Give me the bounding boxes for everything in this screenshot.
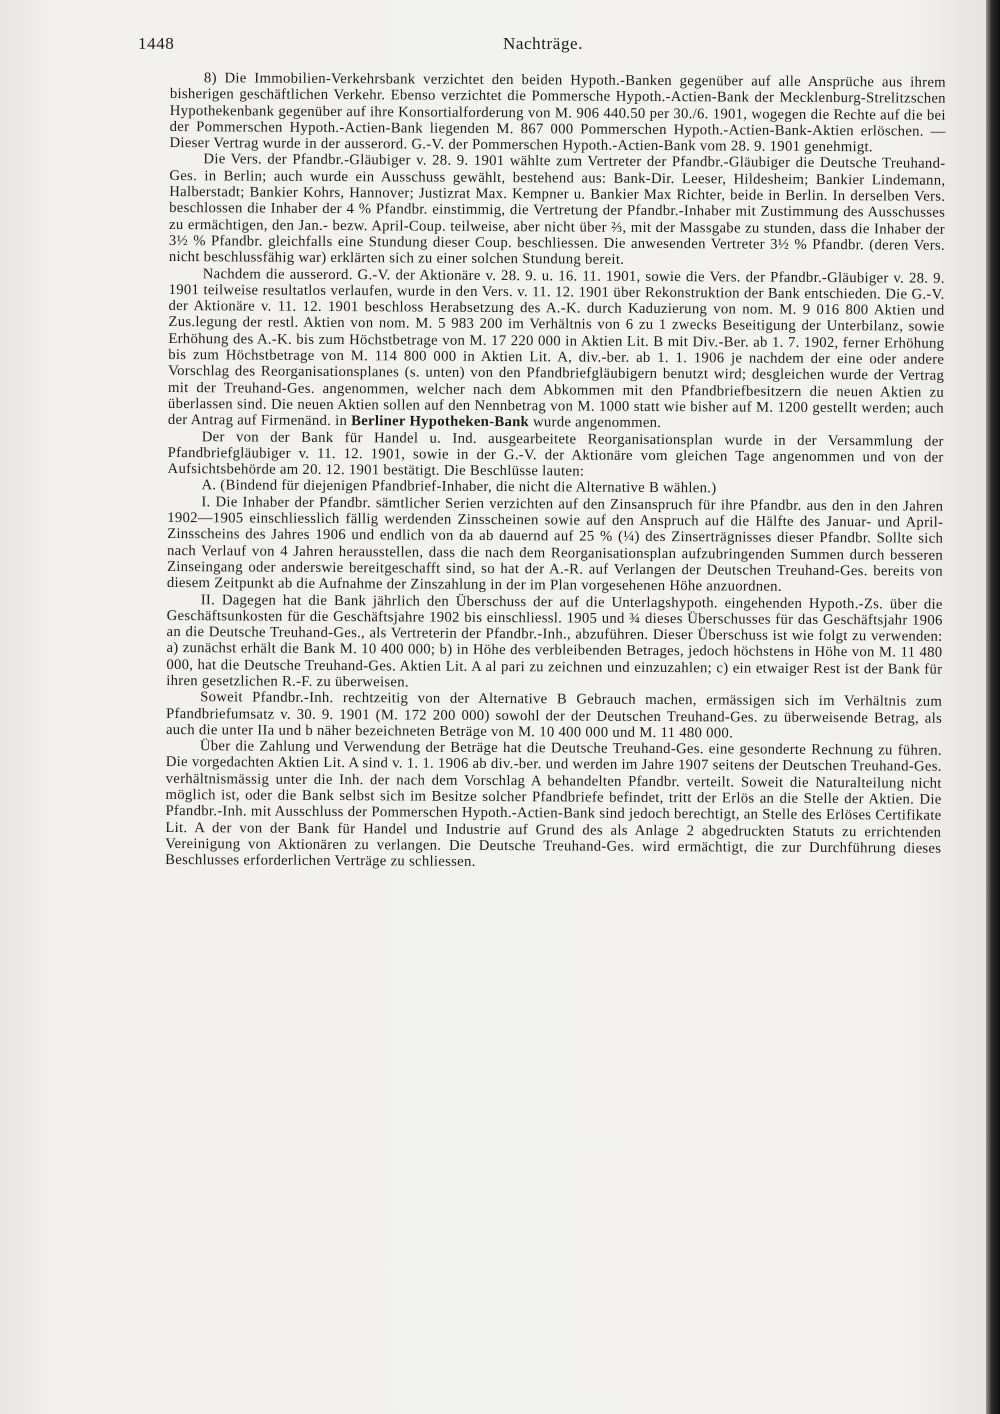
paragraph-rekonstruktion-text: Nachdem die ausserord. G.-V. der Aktionäre v. 28. 9. u. 16. 11. 1901, sowie die Vers. der Pfandbr.-Gläubiger v. 28. 9. 1901 teilweise resultatlos verlaufen, wurde in den Vers. v. 11. 12. 1901 über Rekonstruktion der Bank entschieden. Die G.-V. der Aktionäre v. 11. 12. 1901 beschloss Herabsetzung des A.-K. durch Kaduzierung von nom. M. 9 016 800 Aktien und Zus.legung der restl. Aktien von nom. M. 5 983 200 im Verhältnis von 6 zu 1 zwecks Beseitigung der Unterbilanz, sowie Erhöhung des A.-K. bis zum Höchstbetrage von M. 17 220 000 in Aktien Lit. B mit Div.-Ber. ab 1. 7. 1902, ferner Erhöhung bis zum Höchstbetrage von M. 114 800 000 in Aktien Lit. A, div.-ber. ab 1. 1. 1906 je nachdem der eine oder andere Vorschlag des Reorganisationsplanes (s. unten) von den Pfandbriefgläubigern benutzt wird; desgleichen wurde der Vertrag mit der Treuhand-Ges. angenommen, welcher nach dem Abkommen mit den Pfandbriefbesitzern die neuen Aktien zu überlassen sind. Die neuen Aktien sollen auf den Nennbetrag von M. 1000 statt wie bisher auf M. 1200 gestellt werden; auch der Antrag auf Firmenänd. in xyxy=(167,265,945,430)
scan-edge-shadow xyxy=(986,0,1000,1414)
paragraph-section-ii: II. Dagegen hat die Bank jährlich den Überschuss der auf die Unterlagshypoth. eingehenden Hypoth.-Zs. über die Geschäftsunkosten für die Geschäftsjahre 1902 bis einschliessl. 1905 und ¾ dieses Überschusses für das Geschäftsjahr 1906 an die Deutsche Treuhand-Ges., als Vertreterin der Pfandbr.-Inh., abzuführen. Dieser Überschuss ist wie folgt zu verwenden: a) zunächst erhält die Bank M. 10 400 000; b) in Höhe des verbleibenden Betrages, jedoch höchstens in Höhe von M. 11 480 000, hat die Deutsche Treuhand-Ges. Aktien Lit. A al pari zu zeichnen und einzuzahlen; c) ein etwaiger Rest ist der Bank für ihren gesetzlichen R.-F. zu überweisen. xyxy=(166,591,943,691)
paragraph-rekonstruktion-tail: wurde angenommen. xyxy=(529,414,662,432)
paragraph-rekonstruktion xyxy=(168,266,945,434)
paragraph-rechnung-treuhand: Über die Zahlung und Verwendung der Beträge hat die Deutsche Treuhand-Ges. eine gesonderte Rechnung zu führen. Die vorgedachten Aktien Lit. A sind v. 1. 1. 1906 ab div.-ber. und werden im Jahre 1907 seitens der Deutschen Treuhand-Ges. verhältnismässig unter die Inh. der nach dem Vorschlag A behandelten Pfandbr. verteilt. Soweit die Naturalteilung nicht möglich ist, oder die Bank selbst sich im Besitze solcher Pfandbriefe befindet, tritt der Erlös an die Stelle der Aktien. Die Pfandbr.-Inh. mit Ausschluss der Pommerschen Hypoth.-Actien-Bank sind jedoch berechtigt, an Stelle des Erlöses Certifikate Lit. A der von der Bank für Handel und Industrie auf Grund des als Anlage 2 abgedruckten Statuts zu errichtenden Vereinigung von Aktionären zu verlangen. Die Deutsche Treuhand-Ges. wird ermächtigt, die zur Durchführung dieses Beschlusses erforderlichen Verträge zu schliessen. xyxy=(165,738,942,871)
bank-name-bold: Berliner Hypotheken-Bank xyxy=(351,413,530,431)
page-header xyxy=(138,34,948,60)
page-number: 1448 xyxy=(138,34,175,53)
paragraph-section-i: I. Die Inhaber der Pfandbr. sämtlicher Serien verzichten auf den Zinsanspruch für ihre Pfandbr. aus den in den Jahren 1902—1905 einschliesslich fällig werdenden Zinsscheinen sowie auf den Anspruch auf die Hälfte des Januar- und April-Zinsscheins des Jahres 1906 und endlich von da ab dauernd auf 25 % (¼) des Zinserträgnisses dieser Pfandbr. Sollte sich nach Verlauf von 4 Jahren herausstellen, dass die nach dem Reorganisationsplan aufzubringenden Summen durch besseren Zinseingang oder anderswie bereitgeschafft sind, so hat der A.-R. auf Verlangen der Deutschen Treuhand-Ges. bereits von diesem Zeitpunkt ab die Aufnahme der Zinszahlung in der im Plan vorgesehenen Höhe anzuordnen. xyxy=(166,493,944,595)
paragraph-immobilien-verkehrsbank: 8) Die Immobilien-Verkehrsbank verzichtet den beiden Hypoth.-Banken gegenüber auf alle Ansprüche aus ihrem bisherigen geschäftlichen Verkehr. Ebenso verzichtet die Pommersche Hypoth.-Actien-Bank der Mecklenburg-Strelitzschen Hypothekenbank gegenüber auf ihre Konsortialforderung von M. 906 440.50 per 30./6. 1901, wogegen die Rechte auf die bei der Pommerschen Hypoth.-Actien-Bank liegenden M. 867 000 Pommerschen Hypoth.-Actien-Bank-Aktien erlöschen. — Dieser Vertrag wurde in der ausserord. G.-V. der Pommerschen Hypoth.-Actien-Bank vom 28. 9. 1901 genehmigt. xyxy=(169,70,946,156)
paragraph-alternative-b-reduction: Soweit Pfandbr.-Inh. rechtzeitig von der Alternative B Gebrauch machen, ermässigen sich im Verhältnis zum Pfandbriefumsatz v. 30. 9. 1901 (M. 172 200 000) sowohl der der Deutschen Treuhand-Ges. zu überweisende Betrag, als auch die unter IIa und b näher bezeichneten Beträge von M. 10 400 000 und M. 11 480 000. xyxy=(165,689,943,742)
paragraph-alternative-a: A. (Bindend für diejenigen Pfandbrief-Inhaber, die nicht die Alternative B wählen.) xyxy=(201,477,717,497)
paragraph-reorganisationsplan: Der von der Bank für Handel u. Ind. ausgearbeitete Reorganisationsplan wurde in der Versammlung der Pfandbriefgläubiger v. 11. 12. 1901, sowie in der G.-V. der Aktionäre vom gleichen Tage angenommen und von der Aufsichtsbehörde am 20. 12. 1901 bestätigt. Die Beschlüsse lauten: xyxy=(167,428,944,480)
paragraph-pfandbrief-glaeubiger-versammlung: Die Vers. der Pfandbr.-Gläubiger v. 28. 9. 1901 wählte zum Vertreter der Pfandbr.-Gläubiger die Deutsche Treuhand-Ges. in Berlin; auch wurde ein Ausschuss gewählt, bestehend aus: Bank-Dir. Leeser, Hildesheim; Bankier Lindemann, Halberstadt; Bankier Kohrs, Hannover; Justizrat Max. Kempner u. Bankier Max Richter, beide in Berlin. In derselben Vers. beschlossen die Inhaber der 4 % Pfandbr. einstimmig, die Vertretung der Pfandbr.-Inhaber mit Zustimmung des Ausschusses zu ermächtigen, den Jan.- bezw. April-Coup. teilweise, aber nicht über ⅔, mit der Massgabe zu stunden, dass die Inhaber der 3½ % Pfandbr. gleichfalls eine Stundung dieser Coup. beschliessen. Die anwesenden Vertreter 3½ % Pfandbr. (deren Vers. nicht beschlussfähig war) erklärten sich zu einer solchen Stundung bereit. xyxy=(168,151,946,269)
running-title: Nachträge. xyxy=(502,34,584,53)
body-text xyxy=(165,70,946,873)
